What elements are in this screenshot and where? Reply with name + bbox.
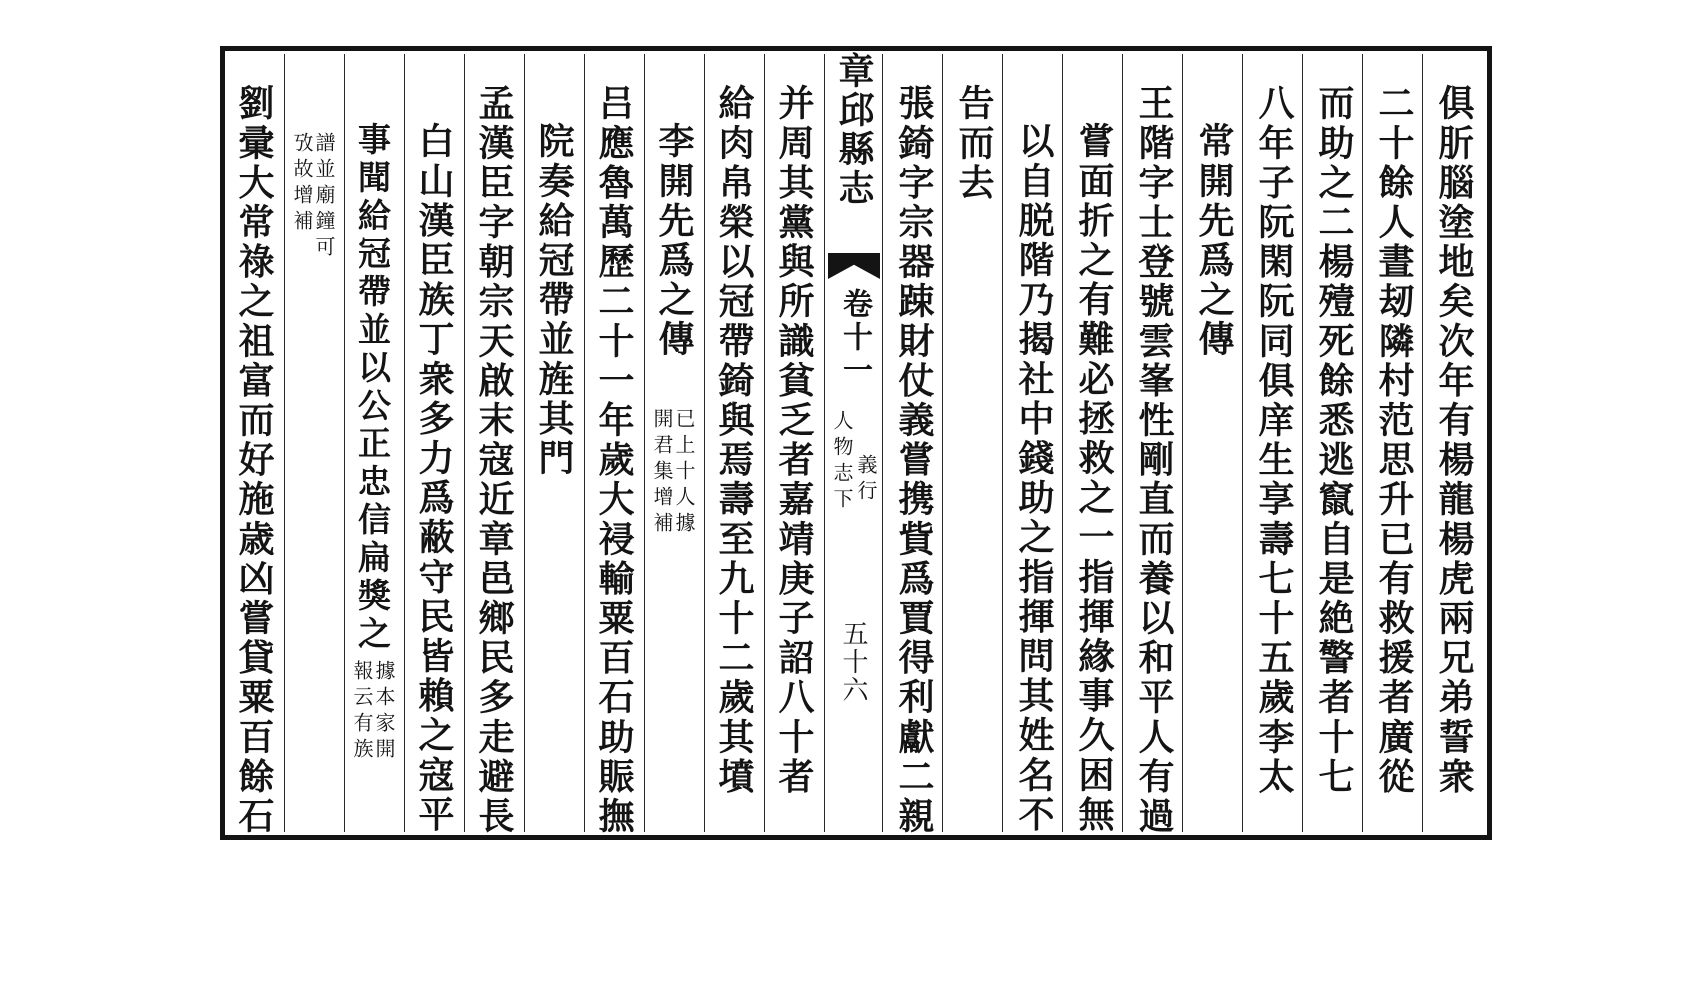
column-r8 (1004, 50, 1062, 836)
center-fold (826, 50, 882, 836)
column-text: 并周其黨與所識貧乏者嘉靖庚子詔八十者 (773, 84, 815, 797)
annotation-note (652, 408, 694, 538)
annotation-note (292, 132, 334, 262)
fold-section-bottom: 義行 (854, 454, 878, 506)
column-divider (1242, 54, 1243, 832)
column-divider (1362, 54, 1363, 832)
column-text: 嘗面折之有難必拯救之一指揮緣事久困無 (1073, 122, 1115, 835)
column-text: 給肉帛榮以冠帶錡與焉壽至九十二歲其墳 (713, 84, 755, 797)
column-l8 (346, 50, 402, 836)
column-r6 (1124, 50, 1182, 836)
note-line: 開君集增補 (650, 408, 674, 538)
column-l3 (646, 50, 702, 836)
column-text: 告而去 (953, 84, 995, 203)
column-r1 (1424, 50, 1488, 836)
column-divider (942, 54, 943, 832)
column-text: 八年子阮閑阮同俱庠生享壽七十五歲李太 (1253, 84, 1295, 797)
column-l9 (286, 50, 342, 836)
column-divider (824, 54, 825, 832)
column-divider (1002, 54, 1003, 832)
column-text: 劉彚大常祿之祖富而好施歳凶嘗貸粟百餘石 (233, 84, 275, 837)
column-l2 (706, 50, 762, 836)
fold-title: 章邱縣志 (833, 52, 875, 208)
fold-page-number: 五十六 (838, 620, 868, 704)
column-l7 (406, 50, 462, 836)
column-r4 (1244, 50, 1302, 836)
column-divider (404, 54, 405, 832)
column-l6 (466, 50, 522, 836)
note-line: 已上十人據 (672, 408, 696, 538)
column-divider (1062, 54, 1063, 832)
column-divider (704, 54, 705, 832)
column-text: 事聞給冠帶並以公正忠信扁獎之 (353, 122, 392, 654)
column-r5 (1184, 50, 1242, 836)
column-divider (584, 54, 585, 832)
column-text: 李開先爲之傳 (653, 122, 695, 360)
annotation-note (352, 660, 394, 764)
column-divider (644, 54, 645, 832)
column-l10 (226, 50, 282, 836)
column-r7 (1064, 50, 1122, 836)
column-r3 (1304, 50, 1362, 836)
column-text: 以自脱階乃揭社中錢助之指揮問其姓名不 (1013, 122, 1055, 835)
column-text: 俱肵腦塗地矣次年有楊龍楊虎兩兄弟誓衆 (1433, 84, 1475, 797)
column-l5 (526, 50, 582, 836)
column-text: 常開先爲之傳 (1193, 122, 1235, 360)
note-line: 譜並廟鐘可 (312, 132, 336, 262)
note-line: 攷故增補 (290, 132, 314, 236)
column-text: 張錡字宗器踈財仗義嘗携貲爲賈得利獻二親 (893, 84, 935, 837)
column-divider (1182, 54, 1183, 832)
fishtail-mark (828, 253, 880, 279)
column-divider (882, 54, 883, 832)
column-r9 (944, 50, 1002, 836)
column-divider (344, 54, 345, 832)
column-text: 院奏給冠帶並旌其門 (533, 122, 575, 479)
note-line: 報云有族 (350, 660, 374, 764)
fold-section-top: 人物志下 (830, 410, 854, 514)
column-text: 孟漢臣字朝宗天啟末寇近章邑鄉民多走避長 (473, 84, 515, 837)
column-l4 (586, 50, 642, 836)
column-text: 白山漢臣族丁衆多力爲蔽守民皆賴之寇平 (413, 122, 455, 835)
column-divider (284, 54, 285, 832)
text-frame (221, 47, 1491, 839)
column-text: 二十餘人晝刼隣村范思升已有救援者廣從 (1373, 84, 1415, 797)
column-divider (1302, 54, 1303, 832)
column-divider (764, 54, 765, 832)
fold-volume: 卷十一 (837, 288, 872, 387)
column-divider (1422, 54, 1423, 832)
column-divider (524, 54, 525, 832)
column-r2 (1364, 50, 1422, 836)
column-divider (464, 54, 465, 832)
column-divider (1122, 54, 1123, 832)
note-line: 據本家開 (372, 660, 396, 764)
column-r10 (884, 50, 942, 836)
column-l1 (766, 50, 822, 836)
column-text: 而助之二楊殪死餘悉逃竄自是絶警者十七 (1313, 84, 1355, 797)
column-text: 吕應魯萬歷二十一年歲大祲輸粟百石助賑撫 (593, 84, 635, 837)
column-text: 王階字士登號雲峯性剛直而養以和平人有過 (1133, 84, 1175, 837)
